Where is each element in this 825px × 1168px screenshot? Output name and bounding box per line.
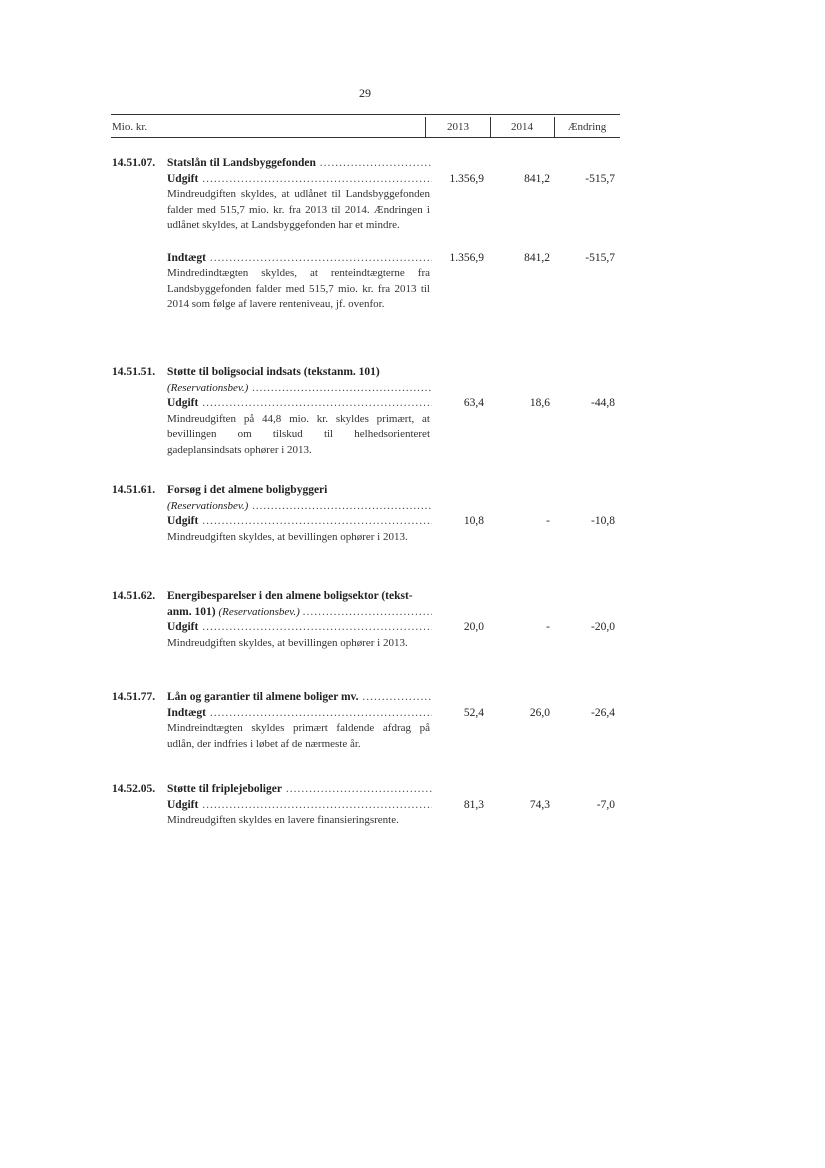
entry-14-51-62 xyxy=(112,589,632,651)
value-2013: 52,4 xyxy=(463,706,484,719)
row-description: Mindreudgiften skyldes, at bevillingen ophører i 2013. xyxy=(167,530,408,543)
entry-number: 14.51.62. xyxy=(112,590,156,602)
value-2013: 81,3 xyxy=(463,798,484,811)
value-2014: 18,6 xyxy=(529,397,550,409)
entry-note: (Reservationsbev.) ..... xyxy=(167,381,432,397)
table-header-top-rule xyxy=(111,114,620,115)
value-2014: 841,2 xyxy=(524,172,550,185)
row-description: Mindredindtægten skyldes, at renteindtægterne fra Landsbyggefonden falder med 515,7 mio. kr. fra 2013 til 2014 som følge af lavere renteniveau, jf. ovenfor. xyxy=(167,267,430,310)
entry-number: 14.51.51. xyxy=(112,366,156,378)
table-header-bottom-rule xyxy=(111,137,620,138)
header-divider xyxy=(425,117,426,137)
value-change: -10,8 xyxy=(591,515,615,527)
entry-number: 14.51.61. xyxy=(112,484,156,496)
value-2014: 74,3 xyxy=(529,798,550,811)
entry-14-51-07 xyxy=(112,156,632,313)
value-change: -44,8 xyxy=(591,397,615,409)
entry-title: Støtte til boligsocial indsats (tekstanm. 101) xyxy=(167,366,380,378)
value-2013: 20,0 xyxy=(463,621,484,633)
entry-title: Statslån til Landsbyggefonden ..... xyxy=(167,156,432,172)
entry-number: 14.51.07. xyxy=(112,157,156,169)
entry-title: Lån og garantier til almene boliger mv. ..... xyxy=(167,690,432,706)
value-2013: 10,8 xyxy=(463,515,484,527)
value-2014: 841,2 xyxy=(524,251,550,264)
value-2013: 1.356,9 xyxy=(449,172,484,185)
row-label: Udgift ..... xyxy=(167,172,432,188)
value-change: -7,0 xyxy=(596,798,615,811)
header-col-2014: 2014 xyxy=(511,121,533,133)
entry-note: (Reservationsbev.) ..... xyxy=(167,499,432,515)
row-description: Mindreudgiften på 44,8 mio. kr. skyldes primært, at bevillingen om tilskud til helhedsorienteret gadeplansindsats ophører i 2013. xyxy=(167,412,430,456)
entry-14-51-77 xyxy=(112,690,632,752)
entry-title-continued: anm. 101) (Reservationsbev.) ..... xyxy=(167,605,432,621)
value-change: -20,0 xyxy=(591,621,615,633)
entry-number: 14.51.77. xyxy=(112,691,156,703)
value-change: -515,7 xyxy=(585,172,615,185)
entry-title: Støtte til friplejeboliger ..... xyxy=(167,782,432,798)
value-2014: 26,0 xyxy=(529,706,550,719)
row-description: Mindreudgiften skyldes, at udlånet til Landsbyggefonden falder med 515,7 mio. kr. fra 2013 til 2014. Ændringen i udlånet skyldes, at Landsbyggefonden har et mindre. xyxy=(167,188,430,231)
page-number: 29 xyxy=(359,86,371,100)
entry-title: Energibesparelser i den almene boligsektor (tekst- xyxy=(167,590,413,602)
entry-14-51-51 xyxy=(112,365,632,458)
row-label: Udgift ..... xyxy=(167,396,432,412)
header-col-2013: 2013 xyxy=(447,121,469,133)
value-2014: - xyxy=(546,515,550,527)
row-label: Indtægt ..... xyxy=(167,706,432,722)
entry-number: 14.52.05. xyxy=(112,783,156,795)
entry-title: Forsøg i det almene boligbyggeri xyxy=(167,484,328,496)
row-label: Udgift ..... xyxy=(167,514,432,530)
row-description: Mindreindtægten skyldes primært faldende afdrag på udlån, der indfries i løbet af de nærmeste år. xyxy=(167,722,430,750)
row-label: Udgift ..... xyxy=(167,798,432,814)
value-2014: - xyxy=(546,621,550,633)
value-2013: 63,4 xyxy=(463,397,484,409)
value-change: -26,4 xyxy=(591,706,615,719)
row-label: Indtægt ..... xyxy=(167,251,432,267)
entry-14-51-61 xyxy=(112,483,632,545)
entry-14-52-05 xyxy=(112,782,632,829)
row-description: Mindreudgiften skyldes, at bevillingen ophører i 2013. xyxy=(167,636,408,649)
row-label: Udgift ..... xyxy=(167,620,432,636)
header-divider xyxy=(554,117,555,137)
row-description: Mindreudgiften skyldes en lavere finansieringsrente. xyxy=(167,814,399,826)
header-col-change: Ændring xyxy=(567,121,607,133)
value-change: -515,7 xyxy=(585,251,615,264)
header-label: Mio. kr. xyxy=(112,121,148,133)
value-2013: 1.356,9 xyxy=(449,251,484,264)
